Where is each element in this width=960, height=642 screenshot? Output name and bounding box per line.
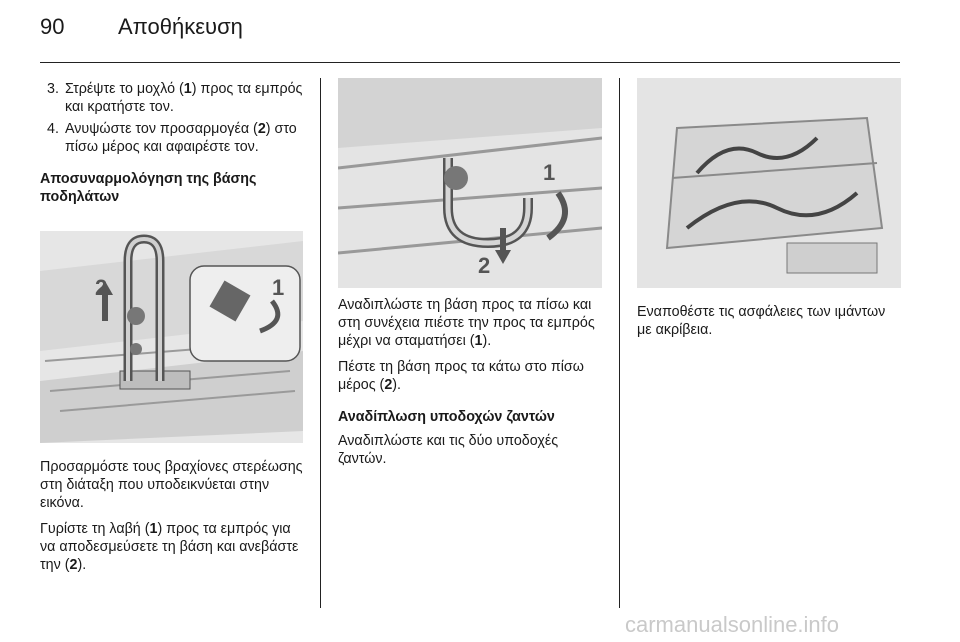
section-heading: Αποσυναρμολόγηση της βάσης ποδηλάτων <box>40 171 257 205</box>
column-2 <box>338 296 606 476</box>
step-text: Στρέψτε το μοχλό ( <box>65 81 184 97</box>
strap-illustration <box>637 78 901 288</box>
text: ). <box>77 557 87 573</box>
section-heading: Αναδίπλωση υποδοχών ζαντών <box>338 409 555 425</box>
paragraph: Αναδιπλώστε και τις δύο υποδοχές ζαντών. <box>338 433 559 467</box>
step-item <box>40 120 305 156</box>
text: ). <box>482 333 492 349</box>
step-text: Ανυψώστε τον προσαρμογέα ( <box>65 121 258 137</box>
callout-ref: 2 <box>69 557 78 573</box>
step-list <box>40 80 305 156</box>
callout-ref: 1 <box>183 81 192 97</box>
text: Πέστε τη βάση προς τα κάτω στο πίσω μέρος ( <box>338 359 584 393</box>
page-title: Αποθήκευση <box>118 14 243 39</box>
column-1-lower <box>40 458 305 582</box>
page-number: 90 <box>40 14 65 39</box>
paragraph <box>40 520 305 574</box>
paragraph <box>338 296 606 350</box>
watermark: carmanualsonline.info <box>625 612 840 637</box>
text: Αναδιπλώστε τη βάση προς τα πίσω και στη συνέχεια πιέστε την προς τα εμπρός μέχρι να σταματήσει ( <box>338 297 595 349</box>
step-item <box>40 80 305 116</box>
callout-label: 2 <box>95 275 108 300</box>
callout-ref: 2 <box>257 121 266 137</box>
step-number: 4. <box>47 121 59 137</box>
bike-carrier-illustration-1 <box>40 231 303 443</box>
paragraph: Εναποθέστε τις ασφάλειες των ιμάντων με ακρίβεια. <box>637 304 886 338</box>
column-divider <box>619 78 620 608</box>
callout-ref: 2 <box>384 377 393 393</box>
text: ) προς τα εμπρός για να αποδεσμεύσετε τη βάση και ανεβάστε την ( <box>40 521 299 573</box>
callout-label: 2 <box>478 253 491 278</box>
column-1 <box>40 80 305 212</box>
step-text: ) προς τα εμπρός και κρατήστε τον. <box>65 81 303 115</box>
text: ). <box>392 377 402 393</box>
paragraph: Προσαρμόστε τους βραχίονες στερέωσης στη διάταξη που υποδεικνύεται στην εικόνα. <box>40 459 303 511</box>
column-divider <box>320 78 321 608</box>
paragraph <box>338 358 606 394</box>
callout-ref: 1 <box>149 521 158 537</box>
callout-label: 1 <box>272 275 285 300</box>
header-divider <box>40 62 900 63</box>
step-text: ) στο πίσω μέρος και αφαιρέστε τον. <box>65 121 297 155</box>
text: Γυρίστε τη λαβή ( <box>40 521 150 537</box>
bike-carrier-illustration-2 <box>338 78 602 288</box>
step-number: 3. <box>47 81 59 97</box>
column-3 <box>637 303 902 347</box>
callout-ref: 1 <box>474 333 483 349</box>
callout-label: 1 <box>543 160 556 185</box>
